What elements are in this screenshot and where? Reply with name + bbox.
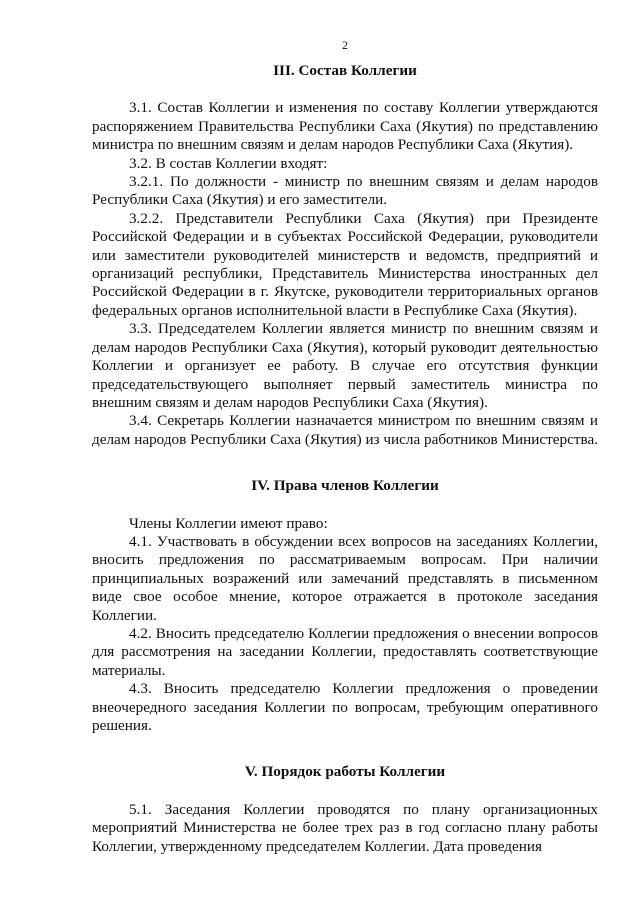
- paragraph: 3.4. Секретарь Коллегии назначается министром по внешним связям и делам народов Республики Саха (Якутия) из числа работников Министерства.: [92, 412, 598, 448]
- paragraph: 4.2. Вносить председателю Коллегии предложения о внесении вопросов для рассмотрения на заседании Коллегии, предоставлять соответствующие материалы.: [92, 624, 598, 679]
- paragraph: 3.1. Состав Коллегии и изменения по составу Коллегии утверждаются распоряжением Правительства Республики Саха (Якутия) по представлению министра по внешним связям и делам народов Республики Саха (Якутия).: [92, 99, 598, 154]
- paragraph: 4.3. Вносить председателю Коллегии предложения о проведении внеочередного заседания Коллегии по вопросам, требующим оперативного решения.: [92, 680, 598, 734]
- section-work-procedure: [92, 763, 598, 856]
- section-heading: IV. Права членов Коллегии: [251, 477, 439, 495]
- paragraph: 4.1. Участвовать в обсуждении всех вопросов на заседаниях Коллегии, вносить предложения по рассматриваемым вопросам. При наличии принципиальных возражений или замечаний представлять в письменном виде свое особое мнение, которое отражается в протоколе заседания Коллегии.: [92, 532, 598, 624]
- paragraph: 3.2.2. Представители Республики Саха (Якутия) при Президенте Российской Федерации и в субъектах Российской Федерации, руководители или заместители руководителей министерств и ведомств, предприятий и организаций республики, Представитель Министерства иностранных дел Российской Федерации в г. Якутске, руководители территориальных органов федеральных органов исполнительной власти в Республике Саха (Якутия).: [92, 209, 598, 319]
- document-body: [92, 62, 598, 856]
- paragraph: 3.2. В состав Коллегии входят:: [129, 154, 328, 172]
- section-composition: [92, 62, 598, 449]
- page-number: 2: [342, 38, 348, 52]
- paragraph: Члены Коллегии имеют право:: [129, 514, 328, 532]
- paragraph: 3.3. Председателем Коллегии является министр по внешним связям и делам народов Республики Саха (Якутия), который руководит деятельностью Коллегии и организует ее работу. В случае его отсутствия функции председательствующего выполняет первый заместитель министра по внешним связям и делам народов Республики Саха (Якутия).: [92, 320, 598, 411]
- paragraph: 3.2.1. По должности - министр по внешним связям и делам народов Республики Саха (Якутия) и его заместители.: [92, 173, 598, 209]
- paragraph: 5.1. Заседания Коллегии проводятся по плану организационных мероприятий Министерства не более трех раз в год согласно плану работы Коллегии, утвержденному председателем Коллегии. Дата проведения: [92, 800, 598, 855]
- document-page: [92, 0, 598, 905]
- section-member-rights: [92, 477, 598, 735]
- section-heading: V. Порядок работы Коллегии: [244, 763, 446, 781]
- section-heading: III. Состав Коллегии: [273, 62, 417, 79]
